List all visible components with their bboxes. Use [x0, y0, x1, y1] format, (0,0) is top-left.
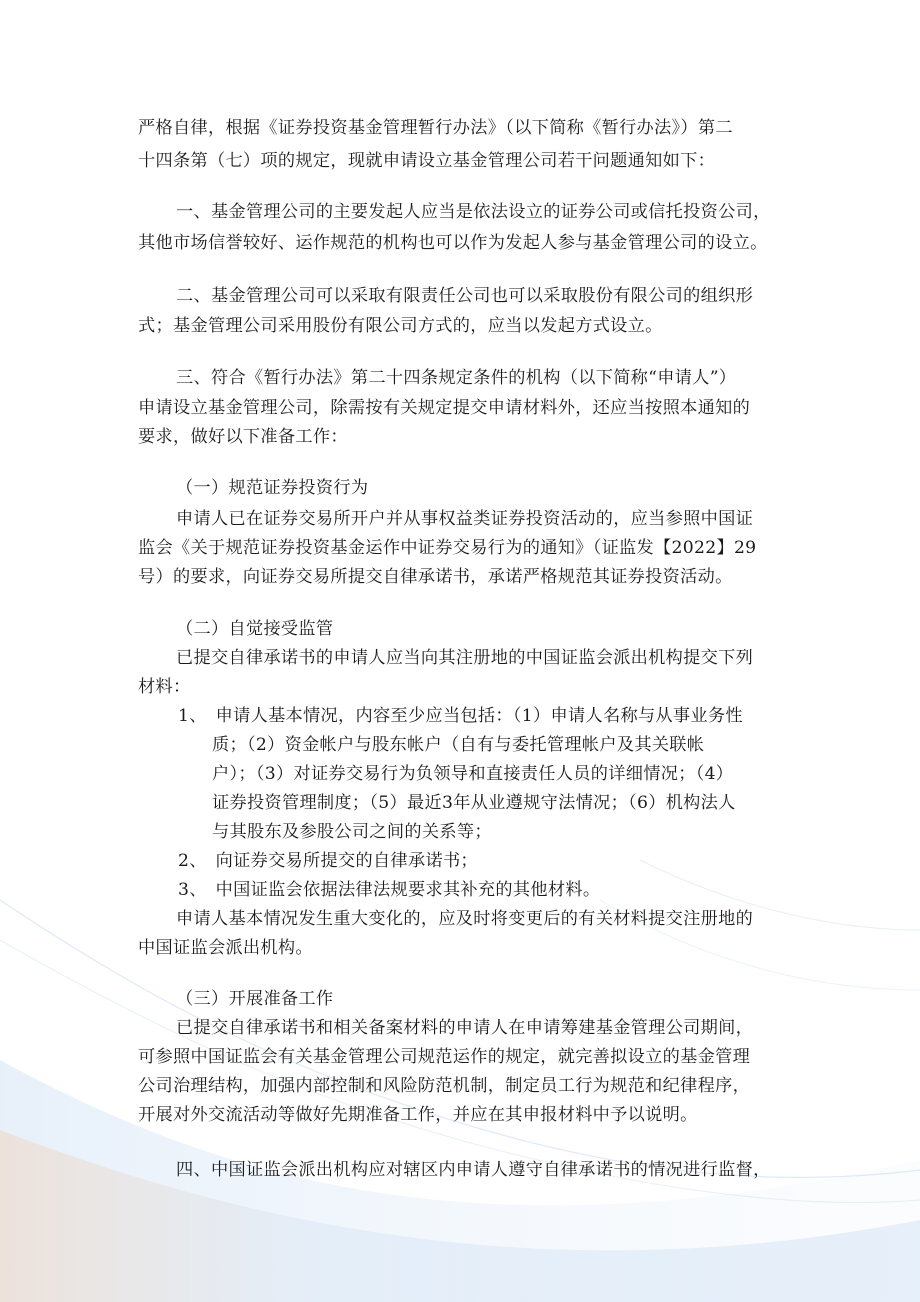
section-2-item-1-line-5: 与其股东及参股公司之间的关系等； — [212, 822, 492, 842]
intro-line-1: 严格自律，根据《证券投资基金管理暂行办法》（以下简称《暂行办法》）第二 — [138, 118, 733, 138]
section-2-line-2: 材料： — [138, 677, 191, 697]
section-2-heading: （二）自觉接受监管 — [176, 619, 334, 639]
section-3-line-3: 公司治理结构，加强内部控制和风险防范机制，制定员工行为规范和纪律程序， — [138, 1076, 751, 1096]
paragraph-3-line-2: 申请设立基金管理公司，除需按有关规定提交申请材料外，还应当按照本通知的 — [138, 398, 751, 418]
section-2-item-1-line-4: 证券投资管理制度；（5）最近3年从业遵规守法情况；（6）机构法人 — [212, 793, 736, 813]
paragraph-1-line-2: 其他市场信誉较好、运作规范的机构也可以作为发起人参与基金管理公司的设立。 — [138, 233, 768, 253]
section-3-line-1: 已提交自律承诺书和相关备案材料的申请人在申请筹建基金管理公司期间， — [176, 1018, 754, 1038]
section-2-item-1-line-3: 户）；（3）对证券交易行为负领导和直接责任人员的详细情况；（4） — [212, 764, 734, 784]
paragraph-3-line-1: 三、符合《暂行办法》第二十四条规定条件的机构（以下简称“申请人”） — [176, 368, 737, 388]
section-2-item-2: 2、 向证券交易所提交的自律承诺书； — [178, 851, 478, 871]
section-3-line-4: 开展对外交流活动等做好先期准备工作，并应在其申报材料中予以说明。 — [138, 1105, 698, 1125]
section-2-item-3: 3、 中国证监会依据法律法规要求其补充的其他材料。 — [178, 880, 601, 900]
section-3-heading: （三）开展准备工作 — [176, 989, 334, 1009]
section-2-item-1-line-1: 1、 申请人基本情况，内容至少应当包括：（1）申请人名称与从事业务性 — [178, 706, 743, 726]
paragraph-2-line-1: 二、基金管理公司可以采取有限责任公司也可以采取股份有限公司的组织形 — [176, 286, 754, 306]
section-2-tail-line-1: 申请人基本情况发生重大变化的，应及时将变更后的有关材料提交注册地的 — [176, 909, 754, 929]
section-1-line-2: 监会《关于规范证券投资基金运作中证券交易行为的通知》（证监发【2022】29 — [138, 538, 757, 558]
section-3-line-2: 可参照中国证监会有关基金管理公司规范运作的规定，就完善拟设立的基金管理 — [138, 1047, 751, 1067]
section-2-line-1: 已提交自律承诺书的申请人应当向其注册地的中国证监会派出机构提交下列 — [176, 648, 754, 668]
section-1-heading: （一）规范证券投资行为 — [176, 478, 369, 498]
paragraph-3-line-3: 要求，做好以下准备工作： — [138, 427, 348, 447]
section-2-item-1-line-2: 质；（2）资金帐户与股东帐户（自有与委托管理帐户及其关联帐 — [212, 735, 705, 755]
section-1-line-3: 号）的要求，向证券交易所提交自律承诺书，承诺严格规范其证券投资活动。 — [138, 567, 733, 587]
paragraph-4-line-1: 四、中国证监会派出机构应对辖区内申请人遵守自律承诺书的情况进行监督， — [176, 1160, 771, 1180]
paragraph-2-line-2: 式；基金管理公司采用股份有限公司方式的，应当以发起方式设立。 — [138, 316, 663, 336]
paragraph-1-line-1: 一、基金管理公司的主要发起人应当是依法设立的证券公司或信托投资公司， — [176, 202, 771, 222]
intro-line-2: 十四条第（七）项的规定，现就申请设立基金管理公司若干问题通知如下： — [138, 151, 716, 171]
section-2-tail-line-2: 中国证监会派出机构。 — [138, 938, 313, 958]
section-1-line-1: 申请人已在证券交易所开户并从事权益类证券投资活动的，应当参照中国证 — [176, 509, 754, 529]
